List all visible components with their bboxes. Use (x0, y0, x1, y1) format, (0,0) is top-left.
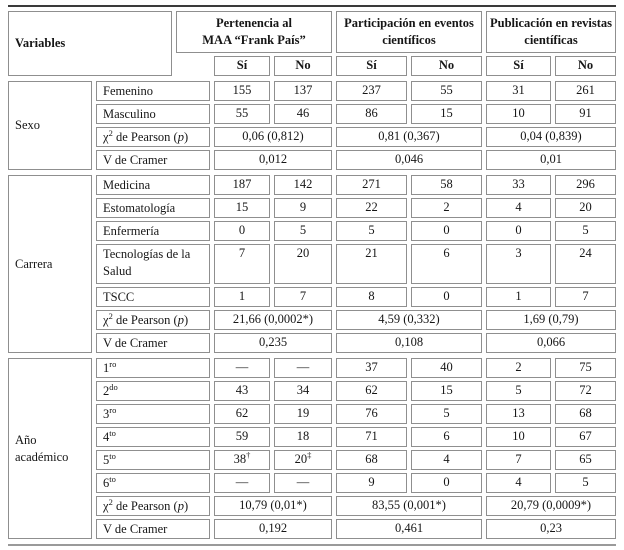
data-cell: 62 (214, 404, 270, 424)
pearson-value-cell: 20,79 (0,0009*) (486, 496, 616, 516)
pearson-label-text: de Pearson ( (112, 313, 178, 327)
data-cell: 43 (214, 381, 270, 401)
data-cell: 13 (486, 404, 551, 424)
data-cell: 1 (214, 287, 270, 307)
table-row (96, 175, 616, 195)
chi-symbol: χ (103, 313, 109, 327)
row-label-cell: Medicina (96, 175, 210, 195)
data-cell: 34 (274, 381, 332, 401)
row-label-cell: $2^{do}$ (96, 381, 210, 401)
si-no-row (176, 56, 616, 76)
cramer-row-label: V de Cramer (96, 519, 210, 539)
data-cell: 6 (411, 427, 482, 447)
table-top-border (8, 5, 616, 7)
data-cell: — (214, 473, 270, 493)
data-cell: 15 (214, 198, 270, 218)
data-cell: 5 (486, 381, 551, 401)
row-label-cell: Femenino (96, 81, 210, 101)
group-title-line: científicas (524, 33, 578, 47)
table-body (8, 81, 616, 539)
cramer-value-cell: 0,23 (486, 519, 616, 539)
chi-exponent: 2 (108, 127, 113, 138)
data-cell: 31 (486, 81, 551, 101)
pearson-label-text: de Pearson ( (112, 130, 178, 144)
table-row (96, 244, 616, 284)
pearson-value-cell: 4,59 (0,332) (336, 310, 482, 330)
section-rows (96, 81, 616, 170)
column-group-header (336, 11, 482, 53)
row-label-cell: Masculino (96, 104, 210, 124)
data-cell: 20 (555, 198, 616, 218)
group-title-line: Pertenencia al (215, 15, 292, 30)
group-title-line: Publicación en revistas (490, 15, 612, 30)
table-row (96, 381, 616, 401)
row-label-cell: $6^{to}$ (96, 473, 210, 493)
data-cell: 8 (336, 287, 407, 307)
data-cell: 65 (555, 450, 616, 470)
data-cell: 20 (274, 244, 332, 284)
data-cell: 0 (411, 287, 482, 307)
column-groups (176, 11, 616, 76)
data-cell: — (214, 358, 270, 378)
data-cell: — (274, 358, 332, 378)
pearson-row (96, 496, 616, 516)
pearson-label-text: de Pearson ( (112, 499, 178, 513)
data-cell: 38† (214, 450, 270, 470)
data-cell: 33 (486, 175, 551, 195)
data-cell: 59 (214, 427, 270, 447)
cramer-value-cell: 0,461 (336, 519, 482, 539)
chi-exponent: 2 (108, 310, 113, 321)
table-header (8, 11, 616, 76)
data-cell: 55 (214, 104, 270, 124)
data-cell: 296 (555, 175, 616, 195)
data-cell: 0 (214, 221, 270, 241)
superscript-mark: to (109, 473, 116, 484)
table-row (96, 427, 616, 447)
si-column-header: Sí (336, 56, 407, 76)
pearson-row-label (96, 496, 210, 516)
table-row (96, 404, 616, 424)
cramer-row (96, 519, 616, 539)
pearson-row-label (96, 310, 210, 330)
data-cell: 187 (214, 175, 270, 195)
row-group-label: Sexo (8, 81, 92, 170)
pearson-row-label (96, 127, 210, 147)
cramer-row-label: V de Cramer (96, 150, 210, 170)
no-column-header: No (555, 56, 616, 76)
table-row (96, 473, 616, 493)
data-cell: 37 (336, 358, 407, 378)
data-cell: 9 (336, 473, 407, 493)
table-row (96, 104, 616, 124)
si-column-header: Sí (214, 56, 270, 76)
data-cell: 40 (411, 358, 482, 378)
pearson-value-cell: 0,06 (0,812) (214, 127, 332, 147)
data-cell: 5 (555, 221, 616, 241)
table-section (8, 358, 616, 539)
row-label-cell: $1^{ro}$ (96, 358, 210, 378)
data-cell: 68 (555, 404, 616, 424)
pearson-value-cell: 21,66 (0,0002*) (214, 310, 332, 330)
pearson-row (96, 310, 616, 330)
si-column-header: Sí (486, 56, 551, 76)
table-row (96, 450, 616, 470)
variables-header-cell: Variables (8, 11, 172, 76)
row-group-label: Carrera (8, 175, 92, 353)
table-row (96, 358, 616, 378)
cramer-value-cell: 0,012 (214, 150, 332, 170)
table-row (96, 81, 616, 101)
data-cell: 24 (555, 244, 616, 284)
group-title-line: científicos (382, 33, 436, 47)
table-bottom-border (8, 544, 616, 546)
row-label-cell: Tecnologías de la Salud (96, 244, 210, 284)
superscript-mark: do (109, 381, 118, 392)
data-cell: 15 (411, 104, 482, 124)
row-label-cell: $3^{ro}$ (96, 404, 210, 424)
data-cell: 5 (411, 404, 482, 424)
data-cell: 7 (214, 244, 270, 284)
pearson-label-close: ) (183, 313, 189, 327)
data-cell: 68 (336, 450, 407, 470)
data-cell: 2 (411, 198, 482, 218)
row-label-cell: Enfermería (96, 221, 210, 241)
cramer-value-cell: 0,108 (336, 333, 482, 353)
superscript-mark: ‡ (307, 449, 312, 460)
data-cell: 4 (486, 473, 551, 493)
data-cell: 72 (555, 381, 616, 401)
data-cell: 10 (486, 104, 551, 124)
data-cell: 1 (486, 287, 551, 307)
table-row (96, 221, 616, 241)
data-cell: 76 (336, 404, 407, 424)
data-cell: 7 (555, 287, 616, 307)
pearson-row (96, 127, 616, 147)
cramer-value-cell: 0,192 (214, 519, 332, 539)
pearson-value-cell: 0,81 (0,367) (336, 127, 482, 147)
pearson-label-close: ) (183, 499, 189, 513)
data-cell: 0 (411, 473, 482, 493)
data-cell: 237 (336, 81, 407, 101)
row-group-label: Año académico (8, 358, 92, 539)
no-column-header: No (274, 56, 332, 76)
cramer-row (96, 150, 616, 170)
group-title-line: Participación en eventos (344, 15, 474, 30)
superscript-mark: ro (109, 404, 117, 415)
data-cell: 261 (555, 81, 616, 101)
data-cell: 15 (411, 381, 482, 401)
row-label-cell: Estomatología (96, 198, 210, 218)
data-cell: 18 (274, 427, 332, 447)
superscript-mark: † (246, 449, 251, 460)
data-cell: 5 (274, 221, 332, 241)
superscript-mark: to (109, 427, 116, 438)
chi-symbol: χ (103, 130, 109, 144)
row-label-cell: $4^{to}$ (96, 427, 210, 447)
data-cell: 2 (486, 358, 551, 378)
chi-exponent: 2 (108, 496, 113, 507)
pearson-p-symbol: p (177, 499, 184, 513)
data-cell: 155 (214, 81, 270, 101)
data-cell: 7 (274, 287, 332, 307)
table-row (96, 287, 616, 307)
pearson-value-cell: 10,79 (0,01*) (214, 496, 332, 516)
pearson-p-symbol: p (177, 313, 184, 327)
data-cell: 21 (336, 244, 407, 284)
data-cell: 71 (336, 427, 407, 447)
group-title-line: MAA “Frank País” (202, 33, 306, 47)
column-group-header (176, 11, 332, 53)
superscript-mark: to (109, 450, 116, 461)
data-cell: 4 (411, 450, 482, 470)
data-cell: 9 (274, 198, 332, 218)
pearson-value-cell: 0,04 (0,839) (486, 127, 616, 147)
cramer-value-cell: 0,235 (214, 333, 332, 353)
data-cell: 19 (274, 404, 332, 424)
table-section (8, 81, 616, 170)
data-cell: 10 (486, 427, 551, 447)
data-cell: 4 (486, 198, 551, 218)
cramer-row-label: V de Cramer (96, 333, 210, 353)
data-cell: 67 (555, 427, 616, 447)
data-cell: 46 (274, 104, 332, 124)
pearson-value-cell: 83,55 (0,001*) (336, 496, 482, 516)
data-cell: — (274, 473, 332, 493)
data-cell: 75 (555, 358, 616, 378)
pearson-label-close: ) (183, 130, 189, 144)
data-cell: 5 (555, 473, 616, 493)
data-cell: 6 (411, 244, 482, 284)
data-cell: 5 (336, 221, 407, 241)
row-label-cell: $5^{to}$ (96, 450, 210, 470)
data-cell: 0 (486, 221, 551, 241)
cramer-value-cell: 0,066 (486, 333, 616, 353)
data-cell: 22 (336, 198, 407, 218)
no-column-header: No (411, 56, 482, 76)
data-cell: 91 (555, 104, 616, 124)
data-cell: 3 (486, 244, 551, 284)
data-cell: 86 (336, 104, 407, 124)
section-rows (96, 175, 616, 353)
pearson-p-symbol: p (177, 130, 184, 144)
data-cell: 142 (274, 175, 332, 195)
cramer-value-cell: 0,01 (486, 150, 616, 170)
data-cell: 0 (411, 221, 482, 241)
data-cell: 137 (274, 81, 332, 101)
superscript-mark: ro (109, 358, 117, 369)
column-group-header (486, 11, 616, 53)
cramer-row (96, 333, 616, 353)
chi-symbol: χ (103, 499, 109, 513)
data-cell: 20‡ (274, 450, 332, 470)
data-cell: 58 (411, 175, 482, 195)
row-label-cell: TSCC (96, 287, 210, 307)
data-cell: 7 (486, 450, 551, 470)
table-row (96, 198, 616, 218)
section-rows (96, 358, 616, 539)
data-cell: 55 (411, 81, 482, 101)
group-title-row (176, 11, 616, 53)
pearson-value-cell: 1,69 (0,79) (486, 310, 616, 330)
table-section (8, 175, 616, 353)
cramer-value-cell: 0,046 (336, 150, 482, 170)
data-cell: 271 (336, 175, 407, 195)
data-cell: 62 (336, 381, 407, 401)
